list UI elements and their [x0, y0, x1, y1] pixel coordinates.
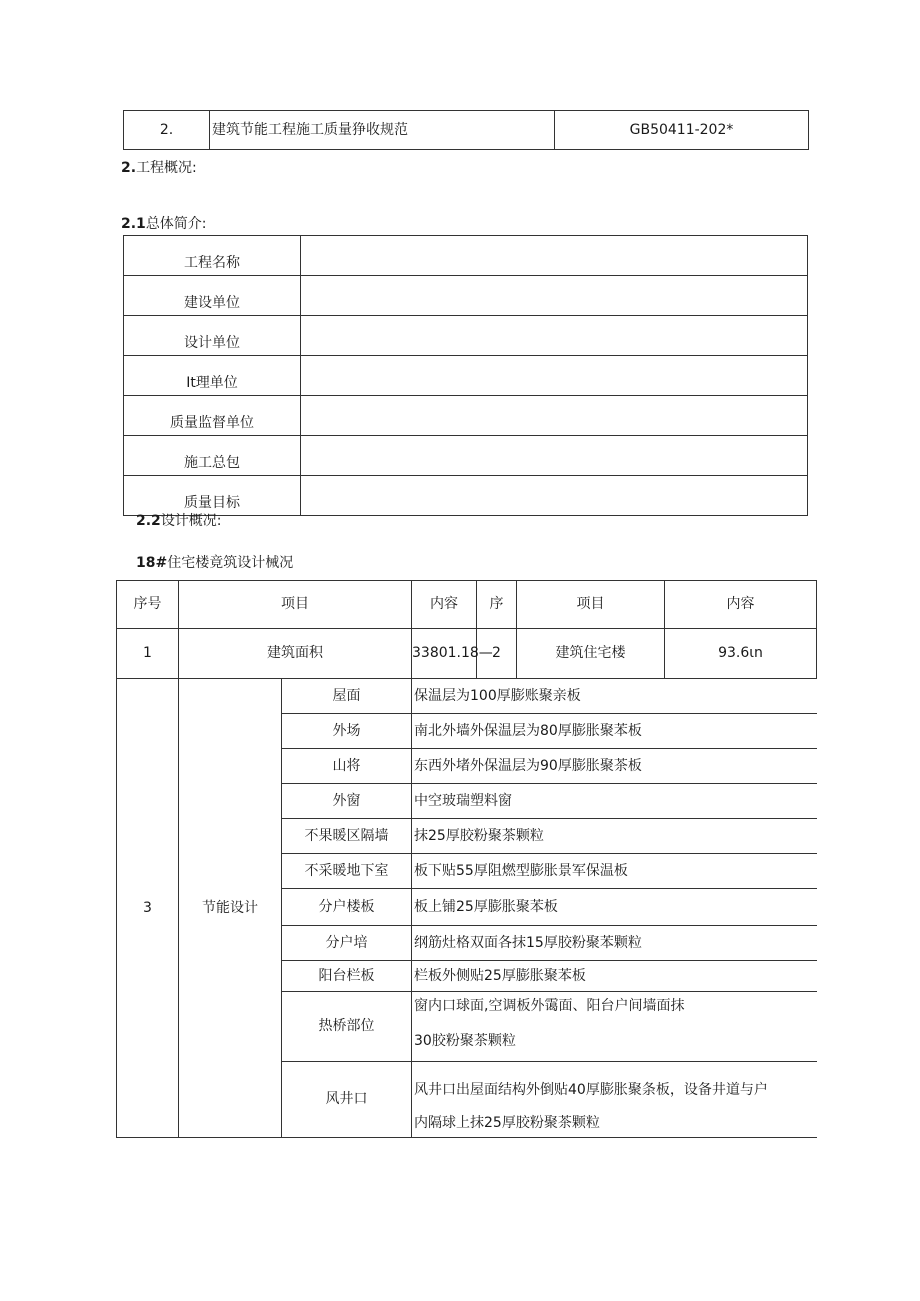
section-2-2-heading	[136, 510, 222, 530]
table-row	[124, 236, 808, 276]
table-row	[124, 111, 809, 150]
section-2-heading	[121, 157, 197, 177]
section-2-1-title: 总体简介:	[145, 216, 207, 232]
section-2-1-heading	[121, 213, 207, 233]
design-table-caption	[136, 552, 293, 572]
table-row	[124, 476, 808, 516]
section-2-2-number: 2.2	[136, 513, 161, 529]
energy-desc-line: 窗内口球面,空调板外霭面、阳台户间墙面抹	[414, 998, 685, 1014]
header-cell: 序号	[117, 581, 179, 629]
energy-desc: 中空玻瑞塑料窗	[412, 784, 817, 819]
energy-desc-line: 内隔球上抹25厚胶粉聚茶颗粒	[414, 1114, 600, 1131]
energy-desc: 东西外堵外保温层为90厚膨胀聚茶板	[412, 749, 817, 784]
table-row	[124, 316, 808, 356]
energy-desc	[412, 992, 817, 1062]
energy-desc: 南北外墙外保温层为80厚膨胀聚苯板	[412, 714, 817, 749]
overview-label: 施工总包	[124, 436, 301, 476]
overview-table	[123, 235, 808, 516]
header-cell: 项目	[179, 581, 412, 629]
overview-label: 建设单位	[124, 276, 301, 316]
energy-part: 分户楼板	[282, 889, 412, 926]
row-number: 1	[117, 629, 179, 679]
energy-desc: 栏板外侧贴25厚膨胀聚苯板	[412, 961, 817, 992]
row-content: 33801.18—	[412, 629, 477, 679]
section-2-title: 工程概况:	[136, 160, 197, 176]
row-number: 2	[477, 629, 517, 679]
table-row	[124, 276, 808, 316]
energy-desc: 纲筋灶格双面各抹15厚胶粉聚苯颗粒	[412, 926, 817, 961]
section-2-2-title: 设计概况:	[160, 513, 222, 529]
table-header-row	[117, 581, 817, 629]
header-cell: 内容	[665, 581, 817, 629]
energy-desc-line: 30胶粉聚茶颗粒	[414, 1032, 516, 1049]
energy-desc: 板上铺25厚膨胀聚苯板	[412, 889, 817, 926]
reference-table	[123, 110, 809, 150]
header-cell: 序	[477, 581, 517, 629]
overview-value	[301, 436, 808, 476]
design-caption-number: 18#	[136, 555, 168, 571]
energy-desc: 保温层为100厚膨账聚亲板	[412, 679, 817, 714]
section-2-1-number: 2.1	[121, 216, 146, 232]
energy-desc-line: 风井口出屋面结构外倒贴40厚膨胀聚条板，设备井道与户	[414, 1082, 768, 1098]
ref-name: 建筑节能工程施工质量狰收规范	[210, 111, 555, 150]
table-row	[124, 396, 808, 436]
energy-part: 不采暖地下室	[282, 854, 412, 889]
table-row	[117, 629, 817, 679]
overview-value	[301, 236, 808, 276]
section-2-number: 2.	[121, 160, 137, 176]
row-number: 3	[117, 679, 179, 1138]
row-item: 建筑住宅楼	[517, 629, 665, 679]
energy-part: 不果暖区隔墙	[282, 819, 412, 854]
row-content: 93.6ιn	[665, 629, 817, 679]
energy-part: 分户培	[282, 926, 412, 961]
overview-value	[301, 476, 808, 516]
overview-value	[301, 316, 808, 356]
energy-part: 外场	[282, 714, 412, 749]
overview-label: It理单位	[124, 356, 301, 396]
energy-part: 阳台栏板	[282, 961, 412, 992]
table-row	[124, 436, 808, 476]
design-table	[116, 580, 817, 1138]
energy-part: 山将	[282, 749, 412, 784]
overview-label: 设计单位	[124, 316, 301, 356]
overview-label: 质量监督单位	[124, 396, 301, 436]
energy-part: 外窗	[282, 784, 412, 819]
energy-desc	[412, 1062, 817, 1138]
overview-value	[301, 396, 808, 436]
header-cell: 内容	[412, 581, 477, 629]
header-cell: 项目	[517, 581, 665, 629]
energy-part: 屋面	[282, 679, 412, 714]
energy-part: 热桥部位	[282, 992, 412, 1062]
energy-desc: 抹25厚胶粉聚茶颗粒	[412, 819, 817, 854]
ref-no: 2.	[124, 111, 210, 150]
design-caption-text: 住宅楼竟筑设计械况	[167, 555, 294, 571]
table-row	[117, 679, 817, 714]
row-category: 节能设计	[179, 679, 282, 1138]
overview-value	[301, 356, 808, 396]
energy-part: 风井口	[282, 1062, 412, 1138]
overview-label: 工程名称	[124, 236, 301, 276]
overview-label: 质量目标	[124, 476, 301, 516]
overview-value	[301, 276, 808, 316]
table-row	[124, 356, 808, 396]
row-item: 建筑面积	[179, 629, 412, 679]
ref-code: GB50411-202*	[555, 111, 809, 150]
energy-desc: 板下贴55厚阻燃型膨胀景军保温板	[412, 854, 817, 889]
